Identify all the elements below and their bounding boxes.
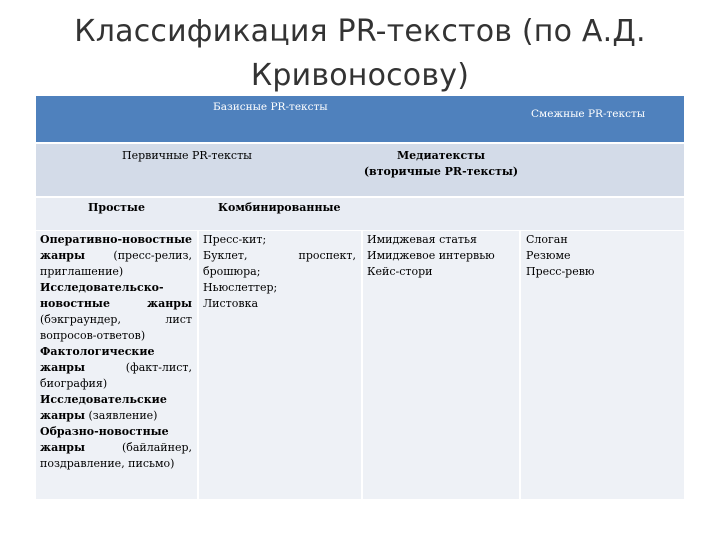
genre-figurative-title: Образно-новостные: [40, 425, 169, 438]
genre-factual-end: биография): [40, 377, 108, 390]
genre-research-items: (заявление): [88, 409, 158, 422]
simple-genres-cell: [36, 231, 198, 499]
genre-research-title: Исследовательские: [40, 393, 167, 406]
header-adjacent-cell: [520, 96, 684, 142]
header-base-label: Базисные PR-тексты: [213, 101, 328, 113]
combined-item-newsletter: Ньюслеттер;: [203, 281, 278, 294]
header-base-cell: [36, 96, 520, 142]
table-divider: [361, 231, 363, 499]
table-divider: [197, 231, 199, 499]
adjacent-item-resume: Резюме: [526, 249, 571, 262]
simple-header-cell: [36, 198, 198, 230]
table-divider: [519, 231, 521, 499]
genre-factual-title: Фактологические: [40, 345, 155, 358]
genre-research-line: [40, 408, 192, 424]
combined-genres-cell: [198, 231, 362, 499]
genre-figurative-word: жанры: [40, 441, 86, 454]
genre-operative-end: приглашение): [40, 265, 124, 278]
genre-figurative-items: (байлайнер,: [121, 441, 192, 454]
genre-operative-items: (пресс-релиз,: [113, 249, 192, 262]
genre-research-news-title: Исследовательско-: [40, 281, 164, 294]
header-adjacent-label: Смежные PR-тексты: [531, 108, 646, 120]
genre-research-news-item1: (бэкграундер,: [40, 313, 121, 326]
combined-item-press-kit: Пресс-кит;: [203, 233, 267, 246]
row3-media-cell: [362, 198, 520, 230]
media-item-image-interview: Имиджевое интервью: [367, 249, 495, 262]
genre-research-word: жанры: [40, 409, 86, 422]
slide-title: [0, 10, 720, 98]
media-texts-label: Медиатексты: [396, 149, 486, 162]
media-genres-cell: [362, 231, 520, 499]
genre-research-news-items: [40, 312, 192, 328]
combined-item-leaflet: Листовка: [203, 297, 259, 310]
genre-operative-word: жанры: [40, 249, 86, 262]
genre-operative-line: [40, 248, 192, 264]
slide-title-line1: Классификация PR-текстов (по А.Д.: [74, 14, 646, 49]
primary-texts-label: Первичные PR-тексты: [122, 149, 252, 162]
combined-item-prospectus: проспект,: [298, 249, 356, 262]
genre-operative-title: Оперативно-новостные: [40, 233, 192, 246]
combined-header-cell: [198, 198, 362, 230]
genre-factual-items: (факт-лист,: [125, 361, 192, 374]
genre-research-news-end: вопросов-ответов): [40, 329, 146, 342]
genre-research-news-line: [40, 296, 192, 312]
row2-adjacent-cell: [520, 144, 684, 196]
row3-adjacent-cell: [520, 198, 684, 230]
simple-header-label: Простые: [88, 201, 145, 214]
combined-item-booklet-line: [203, 248, 356, 264]
primary-texts-cell: [36, 144, 362, 196]
adjacent-genres-cell: [520, 231, 684, 499]
genre-figurative-line: [40, 440, 192, 456]
combined-item-brochure: брошюра;: [203, 265, 261, 278]
media-item-image-article: Имиджевая статья: [367, 233, 477, 246]
media-texts-cell: [362, 144, 520, 196]
genre-research-news-word2: жанры: [146, 297, 192, 310]
adjacent-item-slogan: Слоган: [526, 233, 568, 246]
genre-factual-word: жанры: [40, 361, 86, 374]
media-item-case-story: Кейс-стори: [367, 265, 433, 278]
slide-title-line2: Кривоносову): [250, 58, 470, 93]
combined-item-booklet: Буклет,: [203, 249, 248, 262]
media-texts-sublabel: (вторичные PR-тексты): [363, 165, 519, 178]
adjacent-item-press-review: Пресс-ревю: [526, 265, 595, 278]
genre-factual-line: [40, 360, 192, 376]
genre-research-news-word1: новостные: [40, 297, 110, 310]
combined-header-label: Комбинированные: [218, 201, 341, 214]
genre-research-news-item2: лист: [165, 313, 192, 326]
genre-figurative-end: поздравление, письмо): [40, 457, 175, 470]
